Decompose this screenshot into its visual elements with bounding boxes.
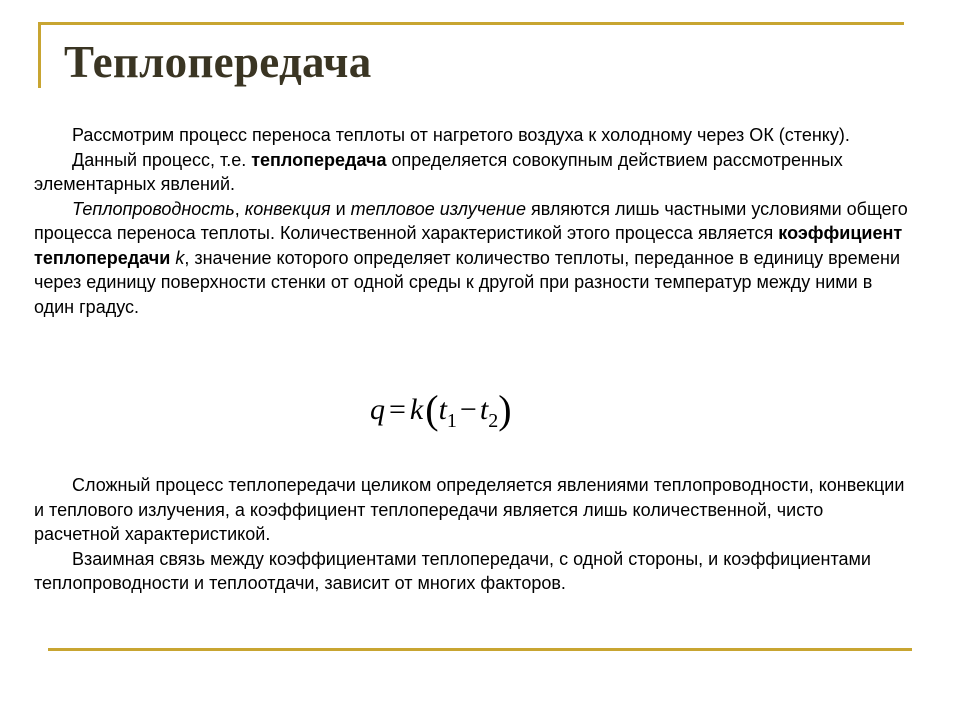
paragraph-3: Теплопроводность, конвекция и тепловое излучение являются лишь частными условиями общего процесса переноса теплоты. Количественной характеристикой этого процесса является коэффициент теплопередачи k, значение которого определяет количество теплоты, переданное в единицу времени через единицу поверхности стенки от одной среды к другой при разности температур между ними в один градус. [34, 198, 908, 317]
frame-bottom-line [48, 648, 912, 651]
paragraph-2: Данный процесс, т.е. теплопередача определяется совокупным действием рассмотренных элементарных явлений. [34, 149, 843, 194]
frame-left-line [38, 22, 41, 88]
body-text-bottom [34, 473, 914, 596]
formula-minus: − [459, 393, 477, 426]
formula-t1-subscript: 1 [446, 410, 457, 432]
term-heat-transfer: теплопередача [251, 149, 387, 170]
formula-k: k [409, 393, 424, 426]
formula-equals: = [389, 393, 406, 426]
heat-transfer-formula [370, 386, 512, 432]
symbol-k: k [175, 247, 185, 268]
term-conduction: Теплопроводность [72, 198, 235, 219]
term-heat-transfer-coefficient: коэффициент теплопередачи [34, 223, 903, 268]
formula-q: q [370, 393, 385, 426]
formula-open-paren: ( [425, 387, 439, 432]
formula-t1: t [438, 393, 447, 426]
formula-t2: t [479, 393, 489, 426]
slide-title: Теплопередача [64, 37, 372, 87]
paragraph-5: Взаимная связь между коэффициентами теплопередачи, с одной стороны, и коэффициентами теплопроводности и теплоотдачи, зависит от многих факторов. [34, 548, 871, 593]
formula-close-paren: ) [498, 387, 512, 432]
term-convection: конвекция [244, 198, 331, 219]
formula-t2-subscript: 2 [488, 410, 499, 432]
frame-top-line [38, 22, 904, 25]
term-radiation: тепловое излучение [350, 198, 526, 219]
paragraph-1: Рассмотрим процесс переноса теплоты от нагретого воздуха к холодному через ОК (стенку). [72, 125, 850, 145]
body-text-top [34, 123, 914, 319]
paragraph-4: Сложный процесс теплопередачи целиком определяется явлениями теплопроводности, конвекции и теплового излучения, а коэффициент теплопередачи является лишь количественной, чисто расчетной характеристикой. [34, 475, 905, 544]
